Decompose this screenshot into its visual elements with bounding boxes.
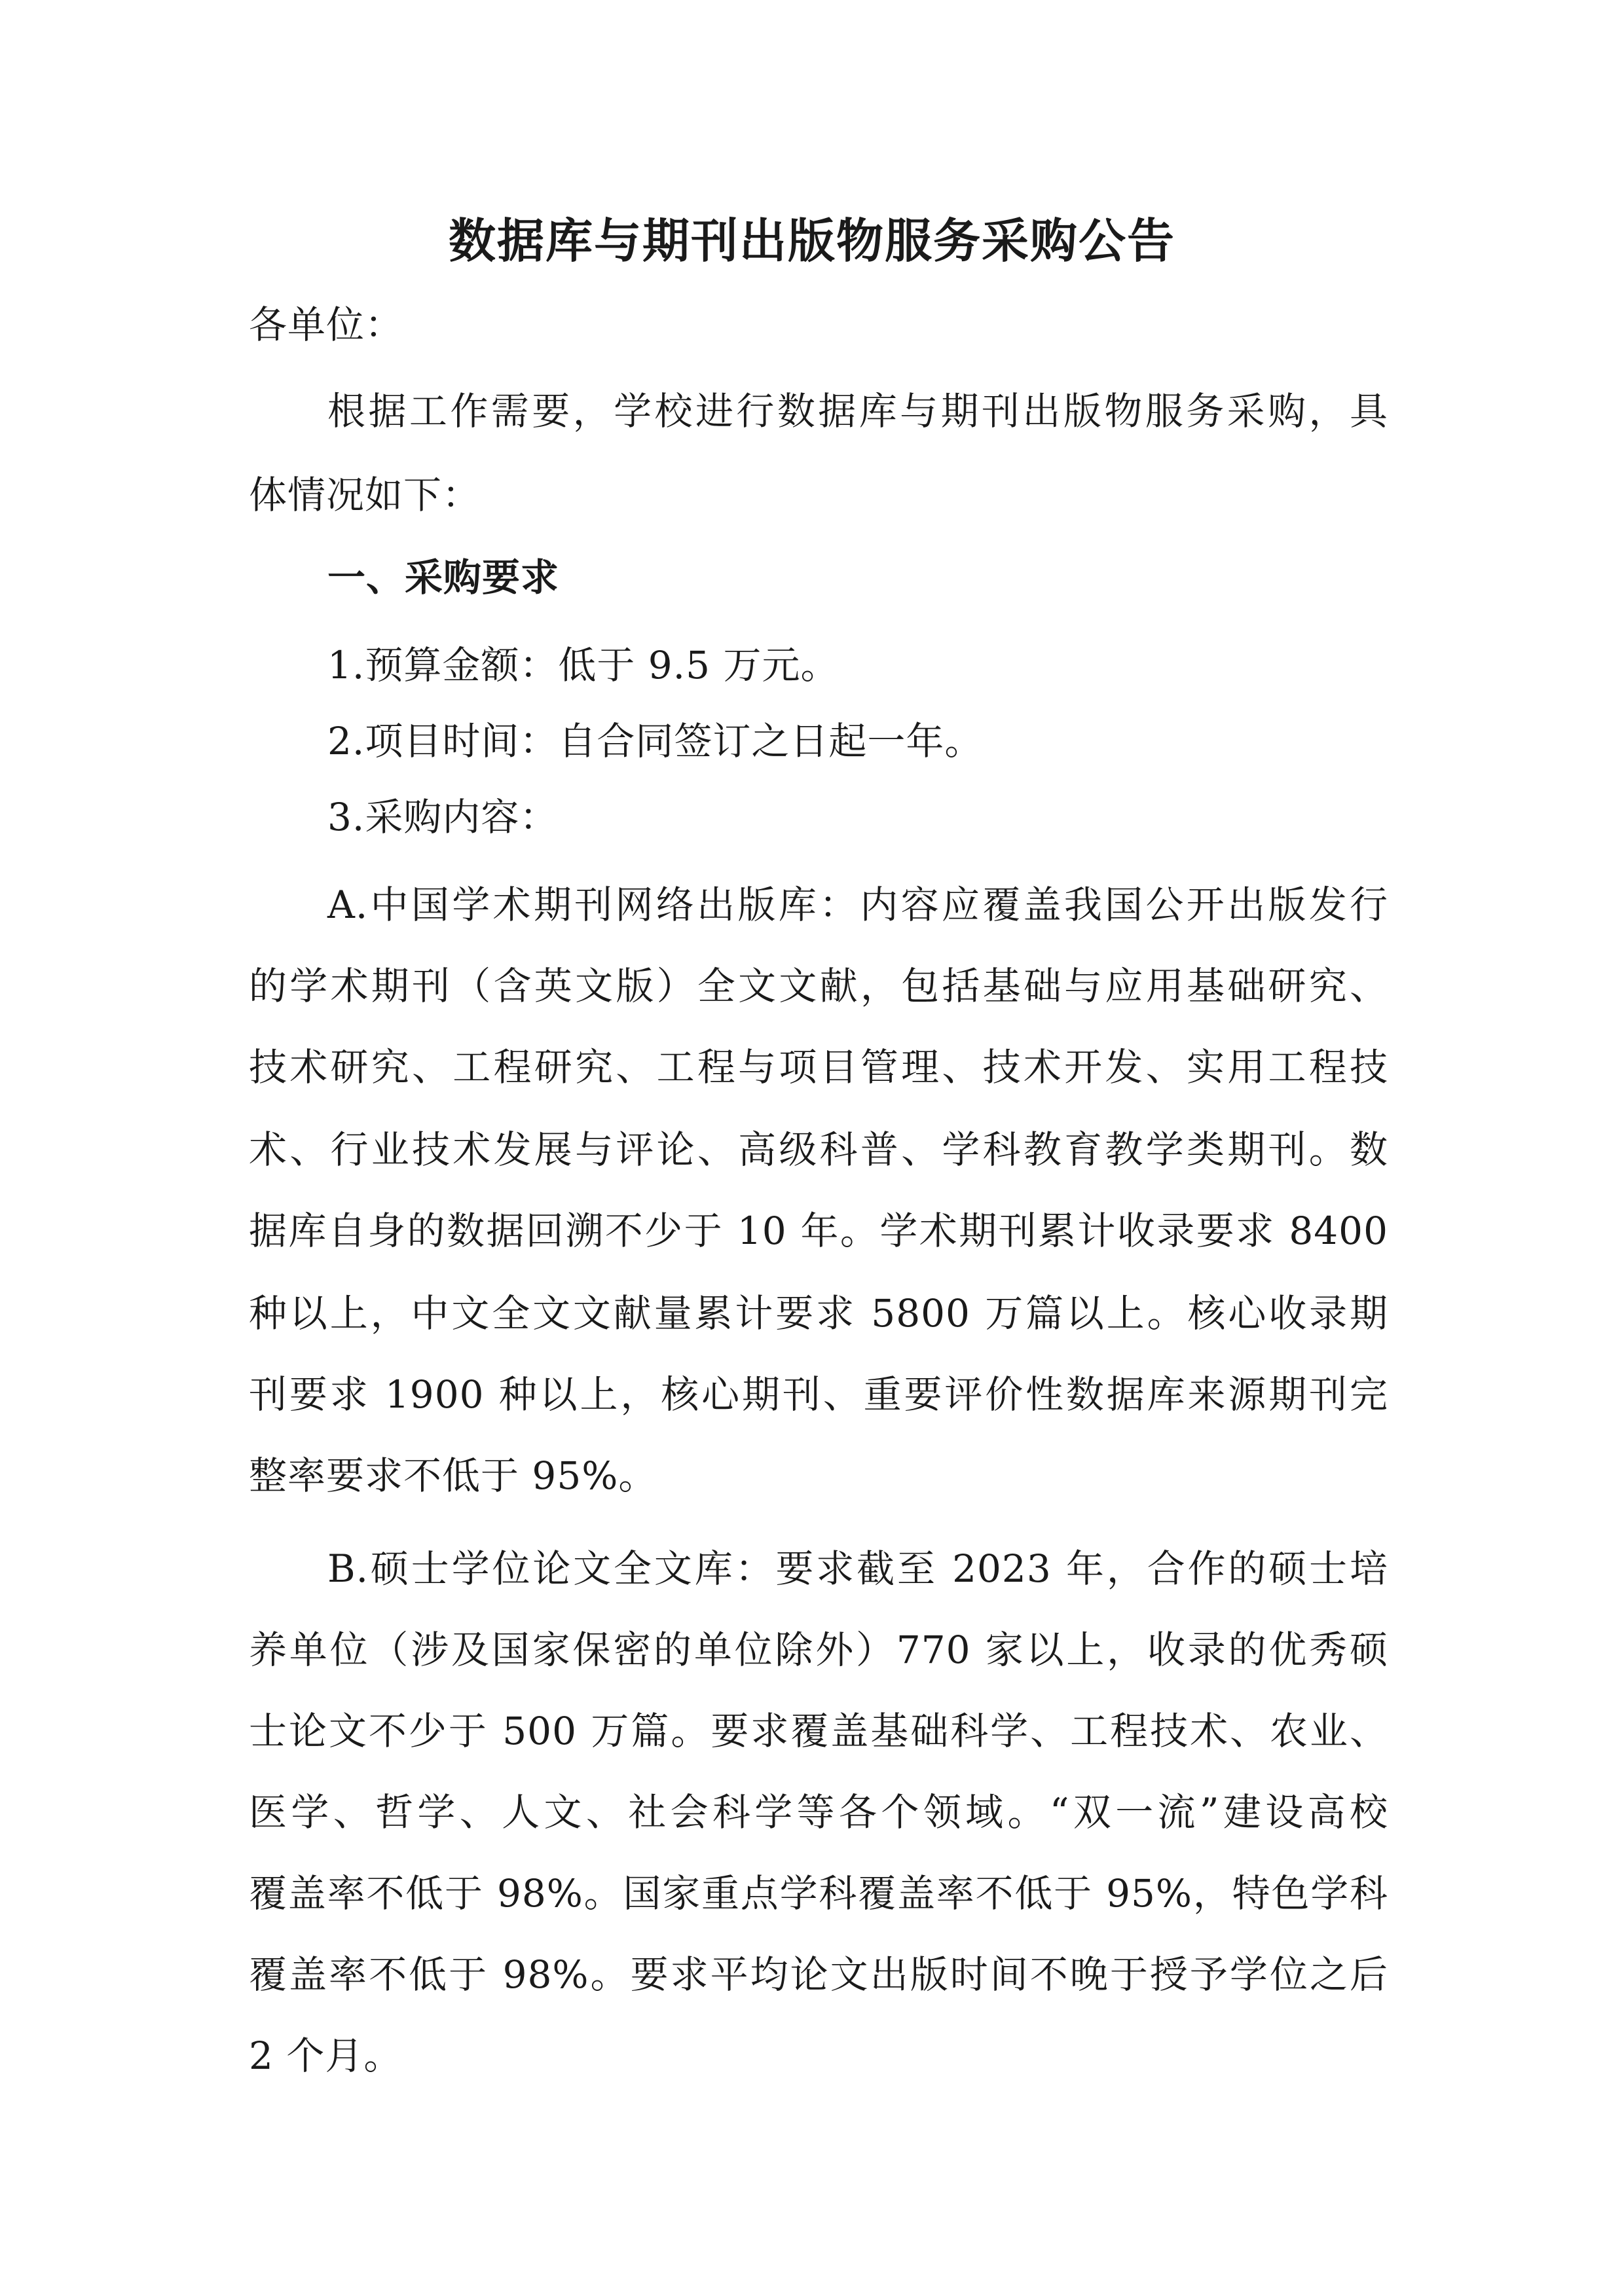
para-a-line-1: A.中国学术期刊网络出版库：内容应覆盖我国公开出版发行 [327, 883, 1388, 927]
para-a-line-6: 种以上，中文全文文献量累计要求 5800 万篇以上。核心收录期 [249, 1291, 1388, 1336]
section-1-heading: 一、采购要求 [327, 555, 560, 600]
para-a-line-2: 的学术期刊（含英文版）全文文献，包括基础与应用基础研究、 [249, 964, 1388, 1008]
para-a-line-4: 术、行业技术发展与评论、高级科普、学科教育教学类期刊。数 [249, 1127, 1388, 1172]
salutation: 各单位： [249, 302, 404, 347]
item-1-budget: 1.预算金额：低于 9.5 万元。 [327, 643, 840, 687]
para-b-line-7: 2 个月。 [249, 2033, 403, 2078]
intro-line-1: 根据工作需要，学校进行数据库与期刊出版物服务采购，具 [327, 389, 1388, 433]
para-b-line-3: 士论文不少于 500 万篇。要求覆盖基础科学、工程技术、农业、 [249, 1709, 1388, 1753]
para-b-line-6: 覆盖率不低于 98%。要求平均论文出版时间不晚于授予学位之后 [249, 1952, 1388, 1997]
para-b-line-4: 医学、哲学、人文、社会科学等各个领域。“双一流”建设高校 [249, 1790, 1388, 1834]
para-b-line-2: 养单位（涉及国家保密的单位除外）770 家以上，收录的优秀硕 [249, 1628, 1388, 1672]
intro-line-2: 体情况如下： [249, 473, 481, 517]
document-title: 数据库与期刊出版物服务采购公告 [448, 213, 1175, 268]
item-2-period: 2.项目时间：自合同签订之日起一年。 [327, 719, 984, 763]
item-3-content: 3.采购内容： [327, 795, 559, 839]
para-b-line-5: 覆盖率不低于 98%。国家重点学科覆盖率不低于 95%，特色学科 [249, 1871, 1388, 1916]
para-a-line-8: 整率要求不低于 95%。 [249, 1453, 657, 1498]
para-a-line-3: 技术研究、工程研究、工程与项目管理、技术开发、实用工程技 [249, 1045, 1388, 1089]
para-a-line-5: 据库自身的数据回溯不少于 10 年。学术期刊累计收录要求 8400 [249, 1209, 1388, 1253]
para-a-line-7: 刊要求 1900 种以上，核心期刊、重要评价性数据库来源期刊完 [249, 1372, 1388, 1417]
para-b-line-1: B.硕士学位论文全文库：要求截至 2023 年，合作的硕士培 [327, 1546, 1388, 1591]
